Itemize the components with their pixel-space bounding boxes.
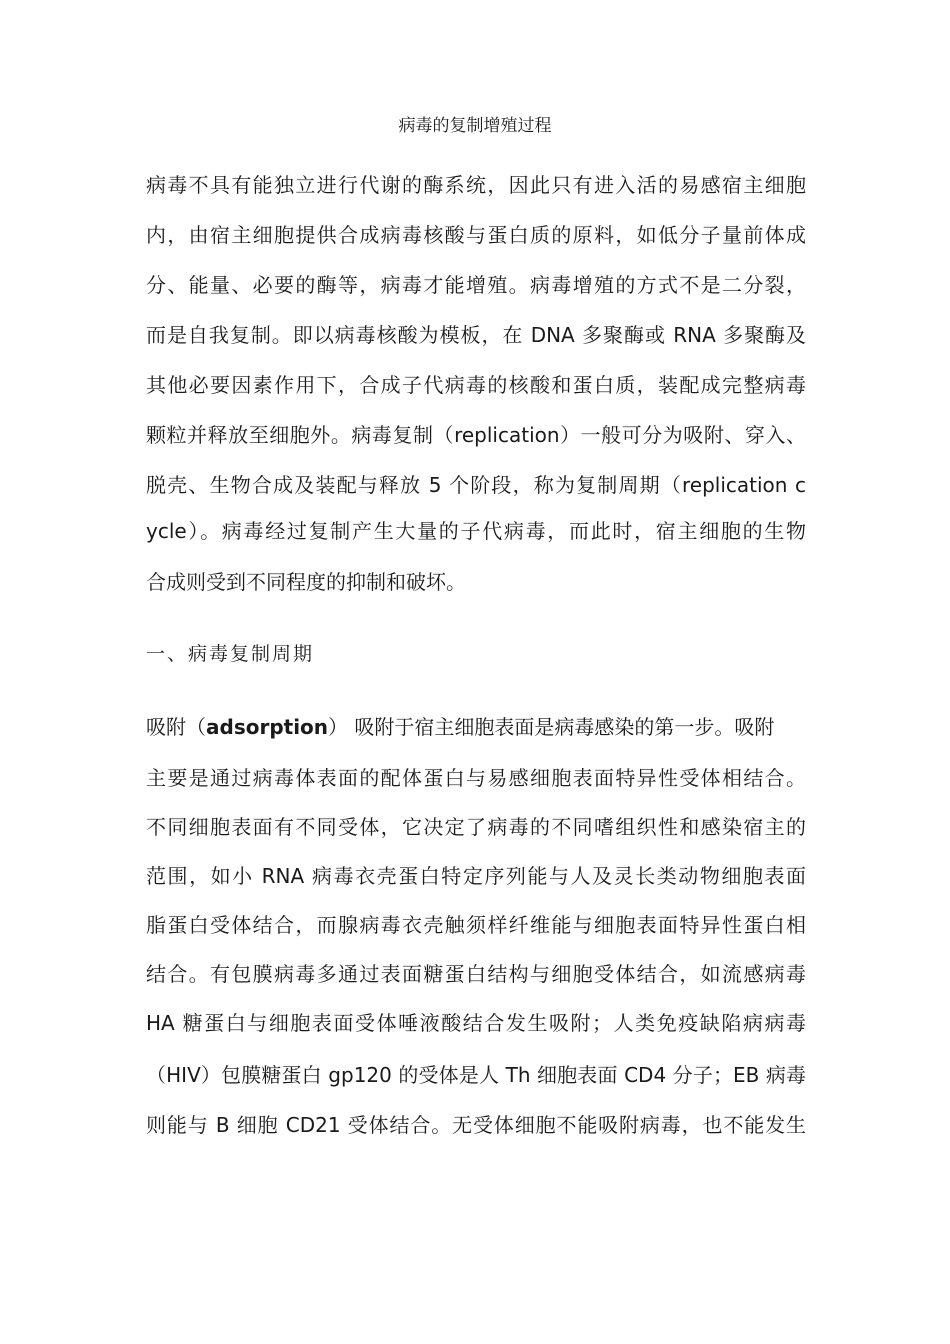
intro-line-6: 颗粒并释放至细胞外。病毒复制（replication）一般可分为吸附、穿入、 <box>146 423 806 447</box>
intro-line-4: 而是自我复制。即以病毒核酸为模板，在 DNA 多聚酶或 RNA 多聚酶及 <box>146 323 806 347</box>
intro-line-2: 内，由宿主细胞提供合成病毒核酸与蛋白质的原料，如低分子量前体成 <box>146 223 806 247</box>
intro-line-1: 病毒不具有能独立进行代谢的酶系统，因此只有进入活的易感宿主细胞 <box>146 173 806 197</box>
adsorption-line-3: 不同细胞表面有不同受体，它决定了病毒的不同嗜组织性和感染宿主的 <box>146 815 806 839</box>
adsorption-line-9: 则能与 B 细胞 CD21 受体结合。无受体细胞不能吸附病毒，也不能发生 <box>146 1113 806 1137</box>
intro-line-9: 合成则受到不同程度的抑制和破坏。 <box>146 570 466 594</box>
intro-line-7: 脱壳、生物合成及装配与释放 5 个阶段，称为复制周期（replication c <box>146 473 806 497</box>
adsorption-suffix: ） 吸附于宿主细胞表面是病毒感染的第一步。吸附 <box>328 715 775 739</box>
adsorption-line-7: HA 糖蛋白与细胞表面受体唾液酸结合发生吸附；人类免疫缺陷病病毒 <box>146 1011 806 1035</box>
intro-line-5: 其他必要因素作用下，合成子代病毒的核酸和蛋白质，装配成完整病毒 <box>146 373 806 397</box>
adsorption-line-5: 脂蛋白受体结合，而腺病毒衣壳触须样纤维能与细胞表面特异性蛋白相 <box>146 913 806 937</box>
adsorption-first-line <box>146 712 806 742</box>
document-title: 病毒的复制增殖过程 <box>398 116 552 136</box>
adsorption-line-6: 结合。有包膜病毒多通过表面糖蛋白结构与细胞受体结合，如流感病毒 <box>146 962 806 986</box>
intro-line-3: 分、能量、必要的酶等，病毒才能增殖。病毒增殖的方式不是二分裂， <box>146 273 806 297</box>
adsorption-prefix: 吸附（ <box>146 715 206 739</box>
section-heading: 一、病毒复制周期 <box>146 643 315 665</box>
adsorption-line-4: 范围，如小 RNA 病毒衣壳蛋白特定序列能与人及灵长类动物细胞表面 <box>146 864 806 888</box>
adsorption-line-2: 主要是通过病毒体表面的配体蛋白与易感细胞表面特异性受体相结合。 <box>146 766 806 790</box>
intro-line-8: ycle）。病毒经过复制产生大量的子代病毒，而此时，宿主细胞的生物 <box>146 519 806 543</box>
adsorption-line-8: （HIV）包膜糖蛋白 gp120 的受体是人 Th 细胞表面 CD4 分子；EB 病毒 <box>146 1063 806 1087</box>
adsorption-term: adsorption <box>206 715 329 739</box>
